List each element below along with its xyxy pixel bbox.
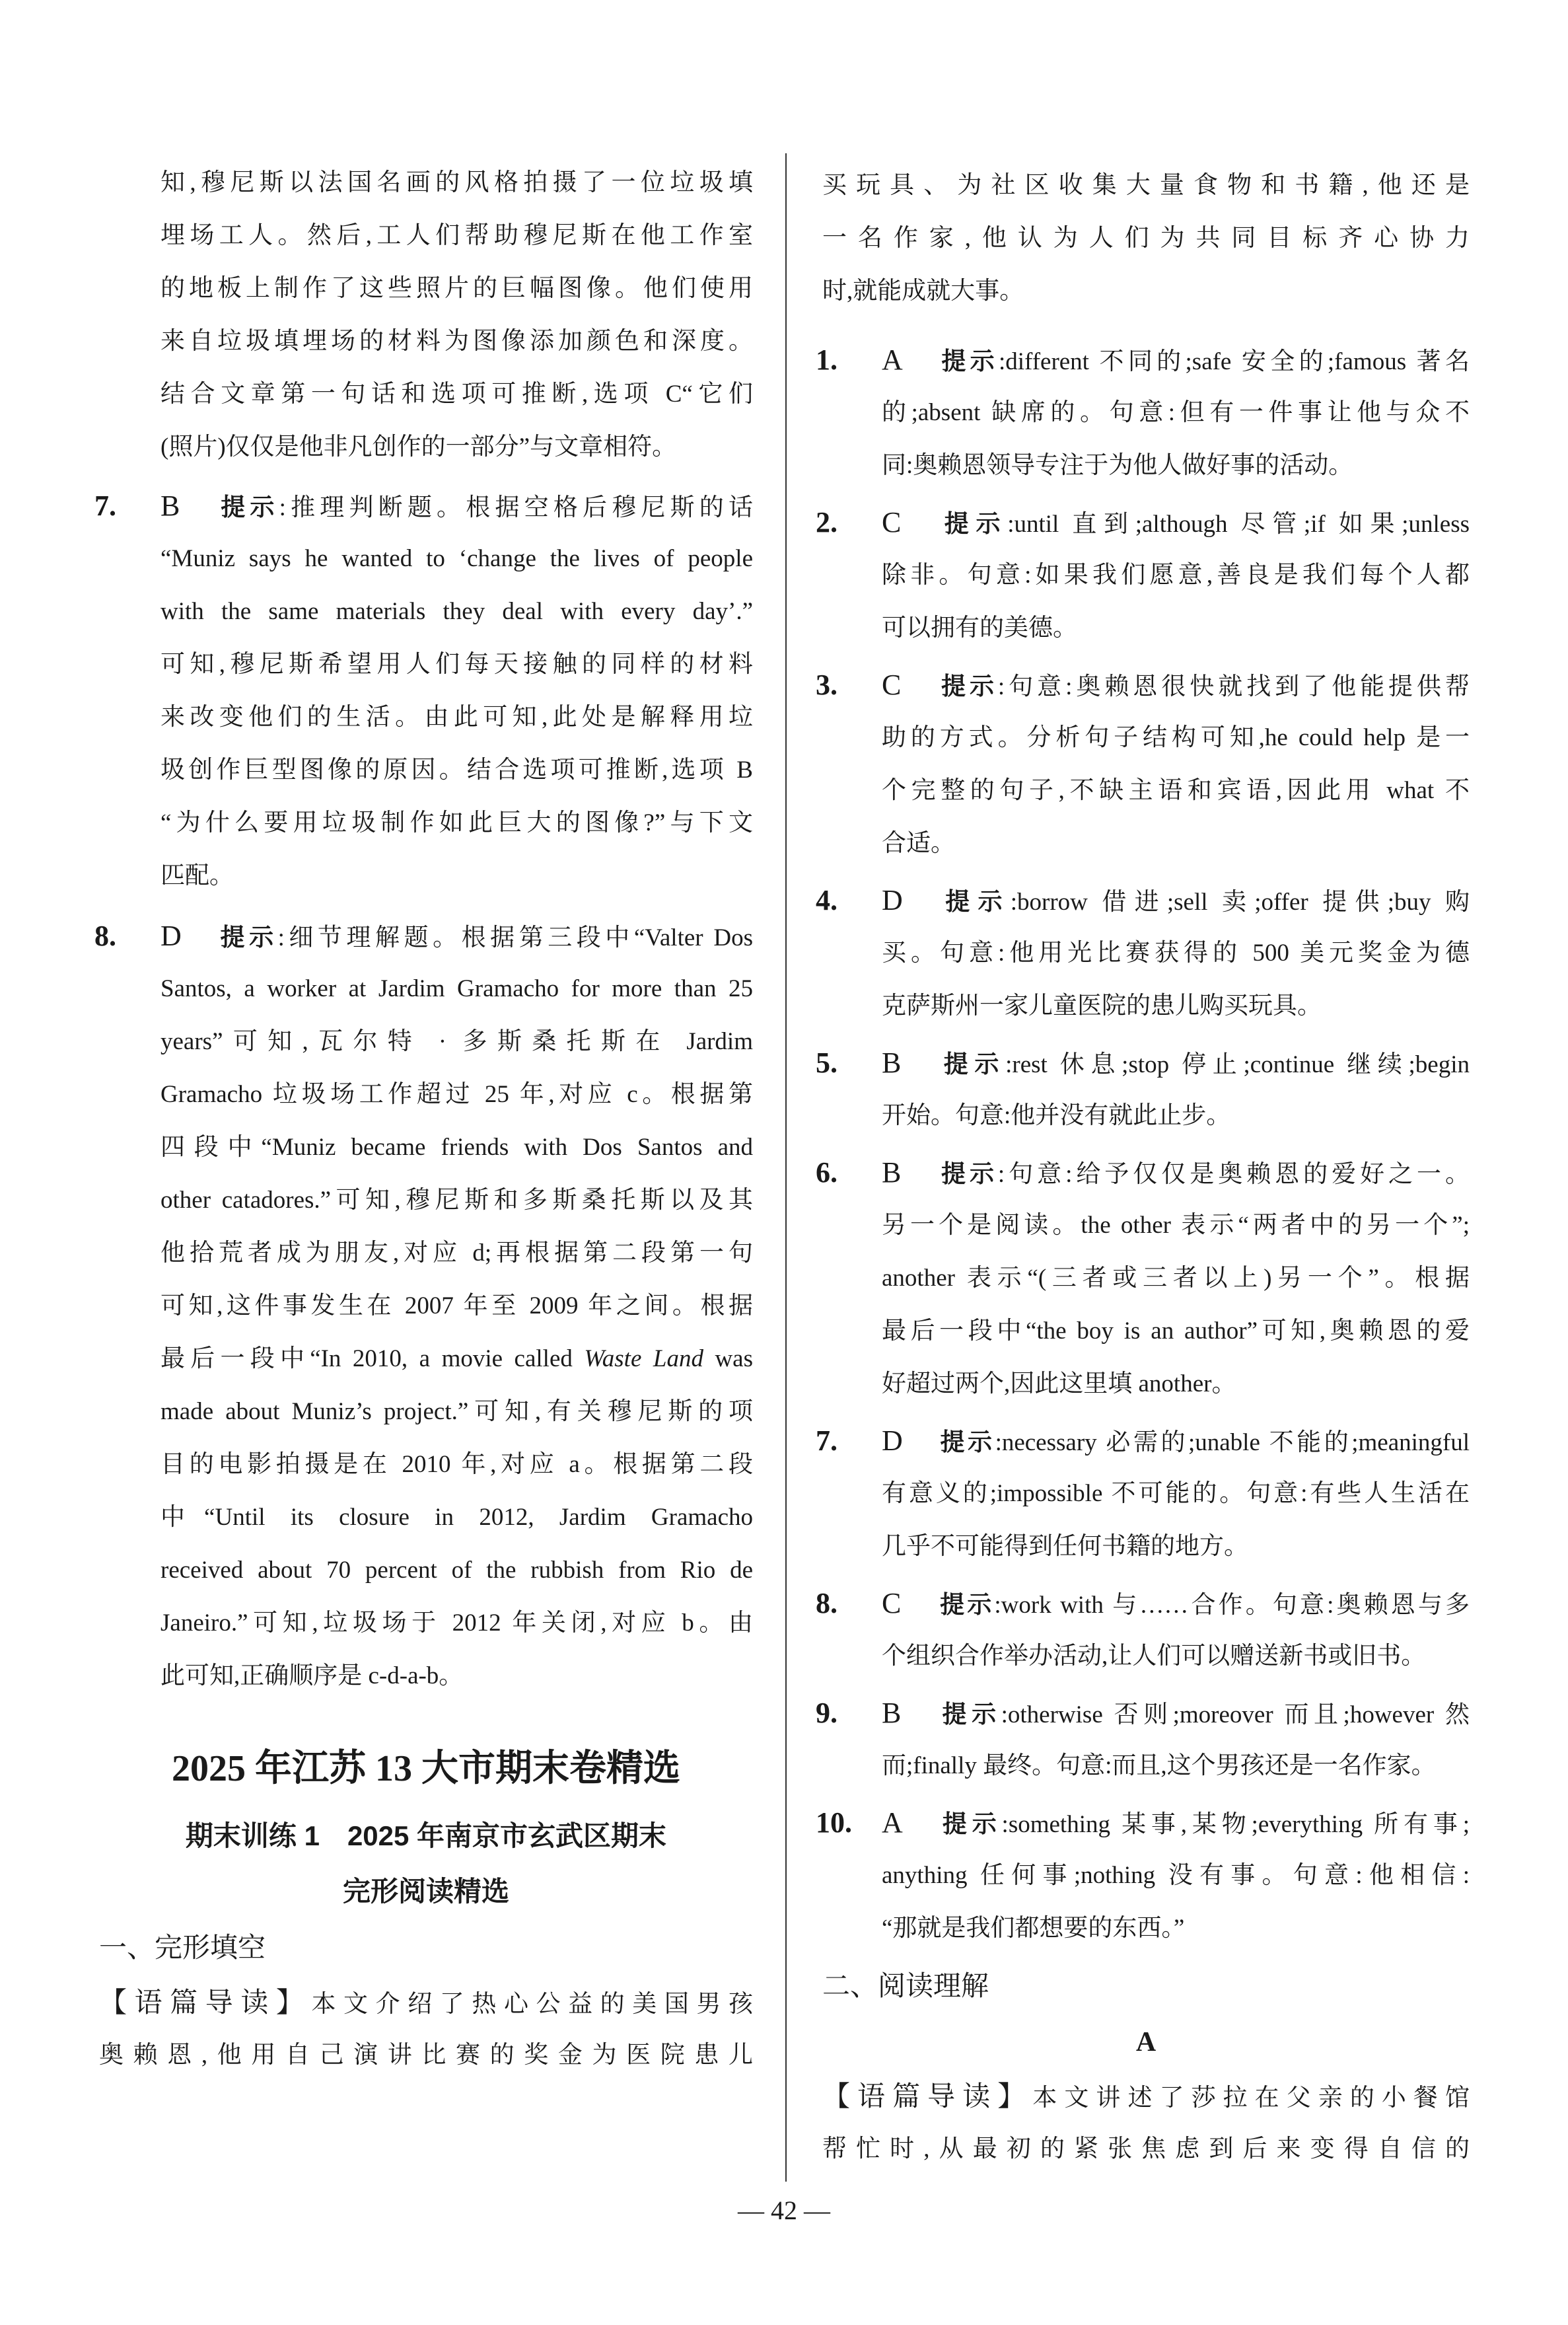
answer-first-line xyxy=(816,1146,1470,1199)
text-line: 此可知,正确顺序是 c-d-a-b。 xyxy=(160,1662,464,1689)
page-number: — 42 — xyxy=(738,2196,830,2225)
text-line: made about Muniz’s project.”可知,有关穆尼斯的项 xyxy=(160,1398,753,1425)
text-line: 他拾荒者成为朋友,对应 d;再根据第二段第一句 xyxy=(160,1239,753,1267)
text-line: 的;absent 缺席的。句意:但有一件事让他与众不 xyxy=(882,399,1470,426)
answer-item xyxy=(816,496,1470,655)
text-line: 来自垃圾填埋场的材料为图像添加颜色和深度。 xyxy=(160,328,753,355)
answer-item xyxy=(816,1687,1470,1792)
answer-first-line xyxy=(816,1796,1470,1849)
hint-text: :work with 与……合作。句意:奥赖恩与多 xyxy=(994,1592,1470,1619)
text-line: 埋场工人。然后,工人们帮助穆尼斯在他工作室 xyxy=(160,222,753,249)
answer-letter: B xyxy=(882,1047,902,1079)
text-line: 一名作家,他认为人们为共同目标齐心协力 xyxy=(822,225,1470,252)
answer-letter: D xyxy=(882,884,903,916)
text-line: years”可知,瓦尔特 · 多斯桑托斯在 Jardim xyxy=(160,1028,753,1055)
right-column xyxy=(816,159,1470,2176)
answer-letter: C xyxy=(882,669,902,701)
answer-letter: C xyxy=(882,1587,902,1619)
answer-number: 7. xyxy=(94,490,116,522)
answer-number: 6. xyxy=(816,1156,837,1189)
hint-text: :otherwise 否则;moreover 而且;however 然 xyxy=(1001,1701,1470,1728)
text-line xyxy=(822,2123,1470,2176)
hint-text: :something 某事,某物;everything 所有事; xyxy=(1001,1811,1470,1838)
answer-letter: D xyxy=(882,1424,903,1457)
passage-guide xyxy=(822,2070,1470,2176)
answer-item xyxy=(816,659,1470,870)
answer-number: 2. xyxy=(816,506,837,538)
text-line: 匹配。 xyxy=(160,862,234,889)
text-line: 四段中“Muniz became friends with Dos Santos and xyxy=(160,1134,753,1161)
text-line: 另一个是阅读。the other 表示“两者中的另一个”; xyxy=(882,1212,1470,1239)
column-divider xyxy=(785,153,787,2182)
hint-label: 提示 xyxy=(937,1160,998,1187)
answer-letter: B xyxy=(882,1697,902,1729)
answer-first-line xyxy=(816,496,1470,549)
text-line: 的地板上制作了这些照片的巨幅图像。他们使用 xyxy=(160,275,753,302)
text-line xyxy=(822,2070,1470,2123)
text-line: 而;finally 最终。句意:而且,这个男孩还是一名作家。 xyxy=(882,1752,1436,1779)
guide-text: 奥赖恩,他用自己演讲比赛的奖金为医院患儿 xyxy=(99,2042,753,2069)
text-line: 有意义的;impossible 不可能的。句意:有些人生活在 xyxy=(882,1480,1470,1507)
hint-text: :until 直到;although 尽管;if 如果;unless xyxy=(1007,511,1470,538)
hint-text: :necessary 必需的;unable 不能的;meaningful xyxy=(995,1429,1470,1456)
text-line: anything 任何事;nothing 没有事。句意:他相信: xyxy=(882,1862,1470,1889)
answer-item xyxy=(816,1037,1470,1142)
text-line xyxy=(160,1333,753,1385)
hint-label: 提示 xyxy=(937,1591,995,1618)
text-line: “为什么要用垃圾制作如此巨大的图像?”与下文 xyxy=(160,809,753,836)
answer-first-line xyxy=(94,480,754,533)
answer-first-line xyxy=(816,659,1470,712)
answer-item xyxy=(816,874,1470,1033)
section-heading: 二、阅读理解 xyxy=(822,1970,989,2001)
text-line: “那就是我们都想要的东西。” xyxy=(882,1915,1185,1942)
text-line: 知,穆尼斯以法国名画的风格拍摄了一位垃圾填 xyxy=(160,169,753,196)
answer-number: 3. xyxy=(816,669,837,701)
answer-first-line xyxy=(816,1577,1470,1630)
guide-label: 【语篇导读】 xyxy=(822,2081,1033,2112)
paragraph xyxy=(822,159,1470,318)
text-segment: 最后一段中“In 2010, a movie called xyxy=(160,1345,585,1372)
text-line: 可知,这件事发生在 2007 年至 2009 年之间。根据 xyxy=(160,1292,753,1319)
answer-letter: C xyxy=(882,506,902,538)
exam-subtitle: 完形阅读精选 xyxy=(342,1876,509,1907)
answer-number: 7. xyxy=(816,1424,837,1457)
text-line: another 表示“(三者或三者以上)另一个”。根据 xyxy=(882,1265,1470,1292)
left-column xyxy=(94,157,754,2082)
answer-number: 5. xyxy=(816,1047,837,1079)
answer-item xyxy=(816,1146,1470,1411)
text-line: Janeiro.”可知,垃圾场于 2012 年关闭,对应 b。由 xyxy=(160,1609,753,1637)
answer-letter: B xyxy=(160,490,180,522)
text-line: 目的电影拍摄是在 2010 年,对应 a。根据第二段 xyxy=(160,1451,753,1478)
text-line: 除非。句意:如果我们愿意,善良是我们每个人都 xyxy=(882,562,1470,589)
text-line: (照片)仅仅是他非凡创作的一部分”与文章相符。 xyxy=(160,433,677,461)
text-line: Santos, a worker at Jardim Gramacho for more than 25 xyxy=(160,975,753,1002)
answer-letter: B xyxy=(882,1156,902,1189)
hint-label: 提示 xyxy=(937,348,999,375)
hint-text: :句意:给予仅仅是奥赖恩的爱好之一。 xyxy=(997,1161,1470,1188)
answer-letter: D xyxy=(160,920,182,952)
text-line: Gramacho 垃圾场工作超过 25 年,对应 c。根据第 xyxy=(160,1081,753,1108)
hint-label: 提示 xyxy=(937,1428,995,1456)
answer-first-line xyxy=(816,1415,1470,1467)
text-line: 几乎不可能得到任何书籍的地方。 xyxy=(882,1533,1248,1560)
answer-item xyxy=(94,480,754,903)
answer-item xyxy=(816,1796,1470,1955)
hint-text: :句意:奥赖恩很快就找到了他能提供帮 xyxy=(997,673,1470,700)
text-line: 中“Until its closure in 2012, Jardim Gramacho xyxy=(160,1504,753,1531)
text-line: 克萨斯州一家儿童医院的患儿购买玩具。 xyxy=(882,992,1322,1019)
text-line: “Muniz says he wanted to ‘change the lives of people xyxy=(160,545,753,572)
text-line: 合适。 xyxy=(882,830,955,857)
answer-number: 4. xyxy=(816,884,837,916)
text-line: 时,就能成就大事。 xyxy=(822,277,1024,305)
hint-label: 提示 xyxy=(937,1051,1006,1078)
hint-label: 提示 xyxy=(937,1701,1001,1728)
hint-text: :different 不同的;safe 安全的;famous 著名 xyxy=(998,348,1470,375)
guide-label: 【语篇导读】 xyxy=(99,1987,312,2018)
text-line: 助的方式。分析句子结构可知,he could help 是一 xyxy=(882,724,1470,751)
text-line: 可知,穆尼斯希望用人们每天接触的同样的材料 xyxy=(160,651,753,678)
hint-text: :推理判断题。根据空格后穆尼斯的话 xyxy=(279,494,754,521)
hint-label: 提示 xyxy=(937,673,998,700)
answer-number: 10. xyxy=(816,1806,852,1839)
answer-letter: A xyxy=(882,1806,903,1839)
text-line: 买玩具、为社区收集大量食物和书籍,他还是 xyxy=(822,172,1470,199)
answer-item xyxy=(816,1415,1470,1573)
hint-text: :细节理解题。根据第三段中“Valter Dos xyxy=(277,924,754,951)
text-line xyxy=(99,2029,753,2082)
guide-text: 本文讲述了莎拉在父亲的小餐馆 xyxy=(1032,2085,1470,2112)
text-line xyxy=(99,1976,753,2029)
text-line: 最后一段中“the boy is an author”可知,奥赖恩的爱 xyxy=(882,1317,1470,1345)
text-line: other catadores.”可知,穆尼斯和多斯桑托斯以及其 xyxy=(160,1187,753,1214)
hint-label: 提示 xyxy=(937,888,1011,915)
answer-first-line xyxy=(94,910,754,963)
passage-label: A xyxy=(1135,2027,1157,2057)
answer-number: 8. xyxy=(94,920,116,952)
hint-text: :borrow 借进;sell 卖;offer 提供;buy 购 xyxy=(1010,889,1470,916)
text-line: 开始。句意:他并没有就此止步。 xyxy=(882,1102,1231,1129)
answer-item xyxy=(816,334,1470,492)
text-line: with the same materials they deal with every day’.” xyxy=(160,598,753,625)
paragraph xyxy=(160,157,753,474)
hint-label: 提示 xyxy=(937,510,1008,537)
text-line: 结合文章第一句话和选项可推断,选项 C“它们 xyxy=(160,381,753,408)
answer-first-line xyxy=(816,874,1470,927)
guide-text: 帮忙时,从最初的紧张焦虑到后来变得自信的 xyxy=(822,2135,1470,2162)
text-line: 来改变他们的生活。由此可知,此处是解释用垃 xyxy=(160,704,753,731)
section-title: 2025 年江苏 13 大市期末卷精选 xyxy=(172,1748,680,1789)
hint-label: 提示 xyxy=(937,1810,1002,1837)
answer-first-line xyxy=(816,1687,1470,1740)
section-heading: 一、完形填空 xyxy=(99,1932,266,1963)
text-segment: was xyxy=(703,1345,753,1372)
answer-first-line xyxy=(816,1037,1470,1089)
text-line: 个完整的句子,不缺主语和宾语,因此用 what 不 xyxy=(882,777,1470,804)
text-line: 买。句意:他用光比赛获得的 500 美元奖金为德 xyxy=(882,940,1470,967)
text-line: 可以拥有的美德。 xyxy=(882,614,1077,642)
answer-number: 9. xyxy=(816,1697,837,1729)
answer-item xyxy=(94,910,754,1703)
hint-label: 提示 xyxy=(216,494,279,521)
answer-number: 8. xyxy=(816,1587,837,1619)
text-line: 同:奥赖恩领导专注于为他人做好事的活动。 xyxy=(882,452,1353,479)
answer-number: 1. xyxy=(816,344,837,376)
hint-text: :rest 休息;stop 停止;continue 继续;begin xyxy=(1005,1051,1470,1078)
answer-letter: A xyxy=(882,344,903,376)
text-line: 个组织合作举办活动,让人们可以赠送新书或旧书。 xyxy=(882,1642,1426,1670)
guide-text: 本文介绍了热心公益的美国男孩 xyxy=(311,1991,753,2018)
text-line: received about 70 percent of the rubbish from Rio de xyxy=(160,1557,753,1584)
exam-subtitle: 期末训练 1 2025 年南京市玄武区期末 xyxy=(185,1820,667,1851)
text-segment: Waste Land xyxy=(584,1345,703,1372)
answer-first-line xyxy=(816,334,1470,387)
text-line: 好超过两个,因此这里填 another。 xyxy=(882,1370,1236,1397)
text-line: 圾创作巨型图像的原因。结合选项可推断,选项 B xyxy=(160,757,753,784)
hint-label: 提示 xyxy=(216,924,278,951)
answer-item xyxy=(816,1577,1470,1683)
passage-guide xyxy=(99,1976,753,2082)
